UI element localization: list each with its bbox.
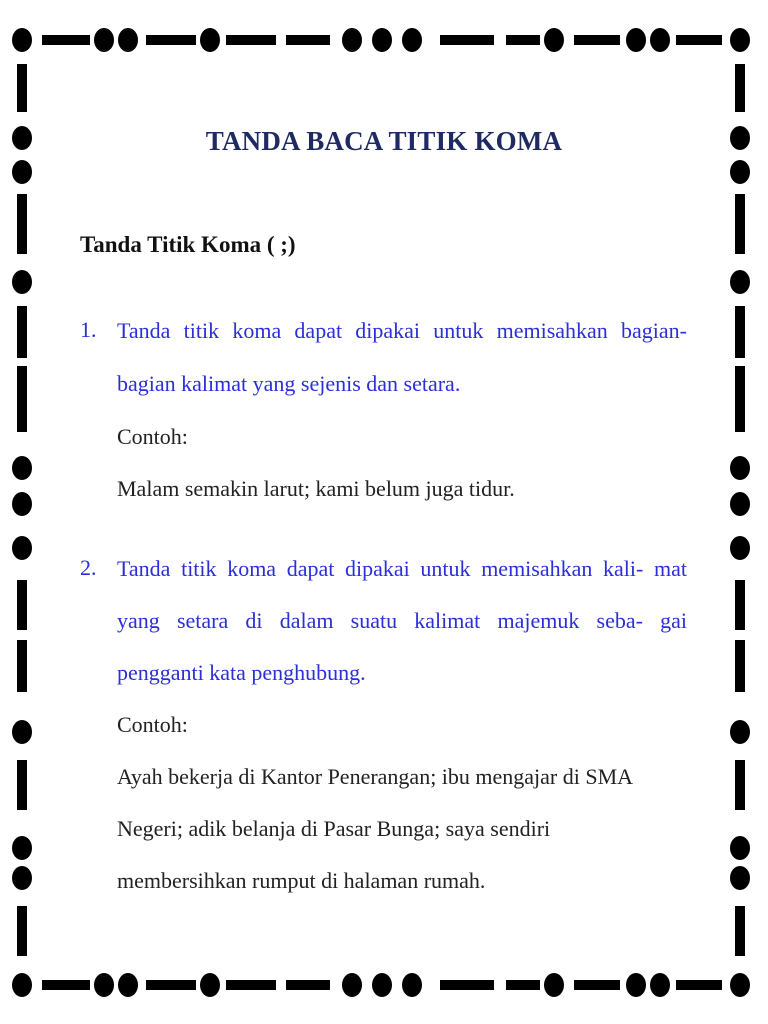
rule-line: bagian kalimat yang sejenis dan setara. [117,371,461,396]
rule-line: Tanda titik koma dapat dipakai untuk memisahkan bagian- [117,318,687,343]
page-title: TANDA BACA TITIK KOMA [205,126,563,156]
list-item-number-1: 1. [80,317,97,342]
list-item-number-2: 2. [80,555,97,580]
example-line: Ayah bekerja di Kantor Penerangan; ibu mengajar di SMA [117,764,634,789]
example-label: Contoh: [117,712,188,737]
rule-line: yang setara di dalam suatu kalimat majemuk seba- gai [117,608,687,633]
example-line: membersihkan rumput di halaman rumah. [117,868,486,893]
example-line: Malam semakin larut; kami belum juga tidur. [117,476,515,501]
example-label: Contoh: [117,424,188,449]
rule-line: pengganti kata penghubung. [117,660,366,685]
section-heading: Tanda Titik Koma ( ;) [80,232,296,257]
example-line: Negeri; adik belanja di Pasar Bunga; saya sendiri [117,816,551,841]
rule-line: Tanda titik koma dapat dipakai untuk memisahkan kali- mat [117,556,687,581]
